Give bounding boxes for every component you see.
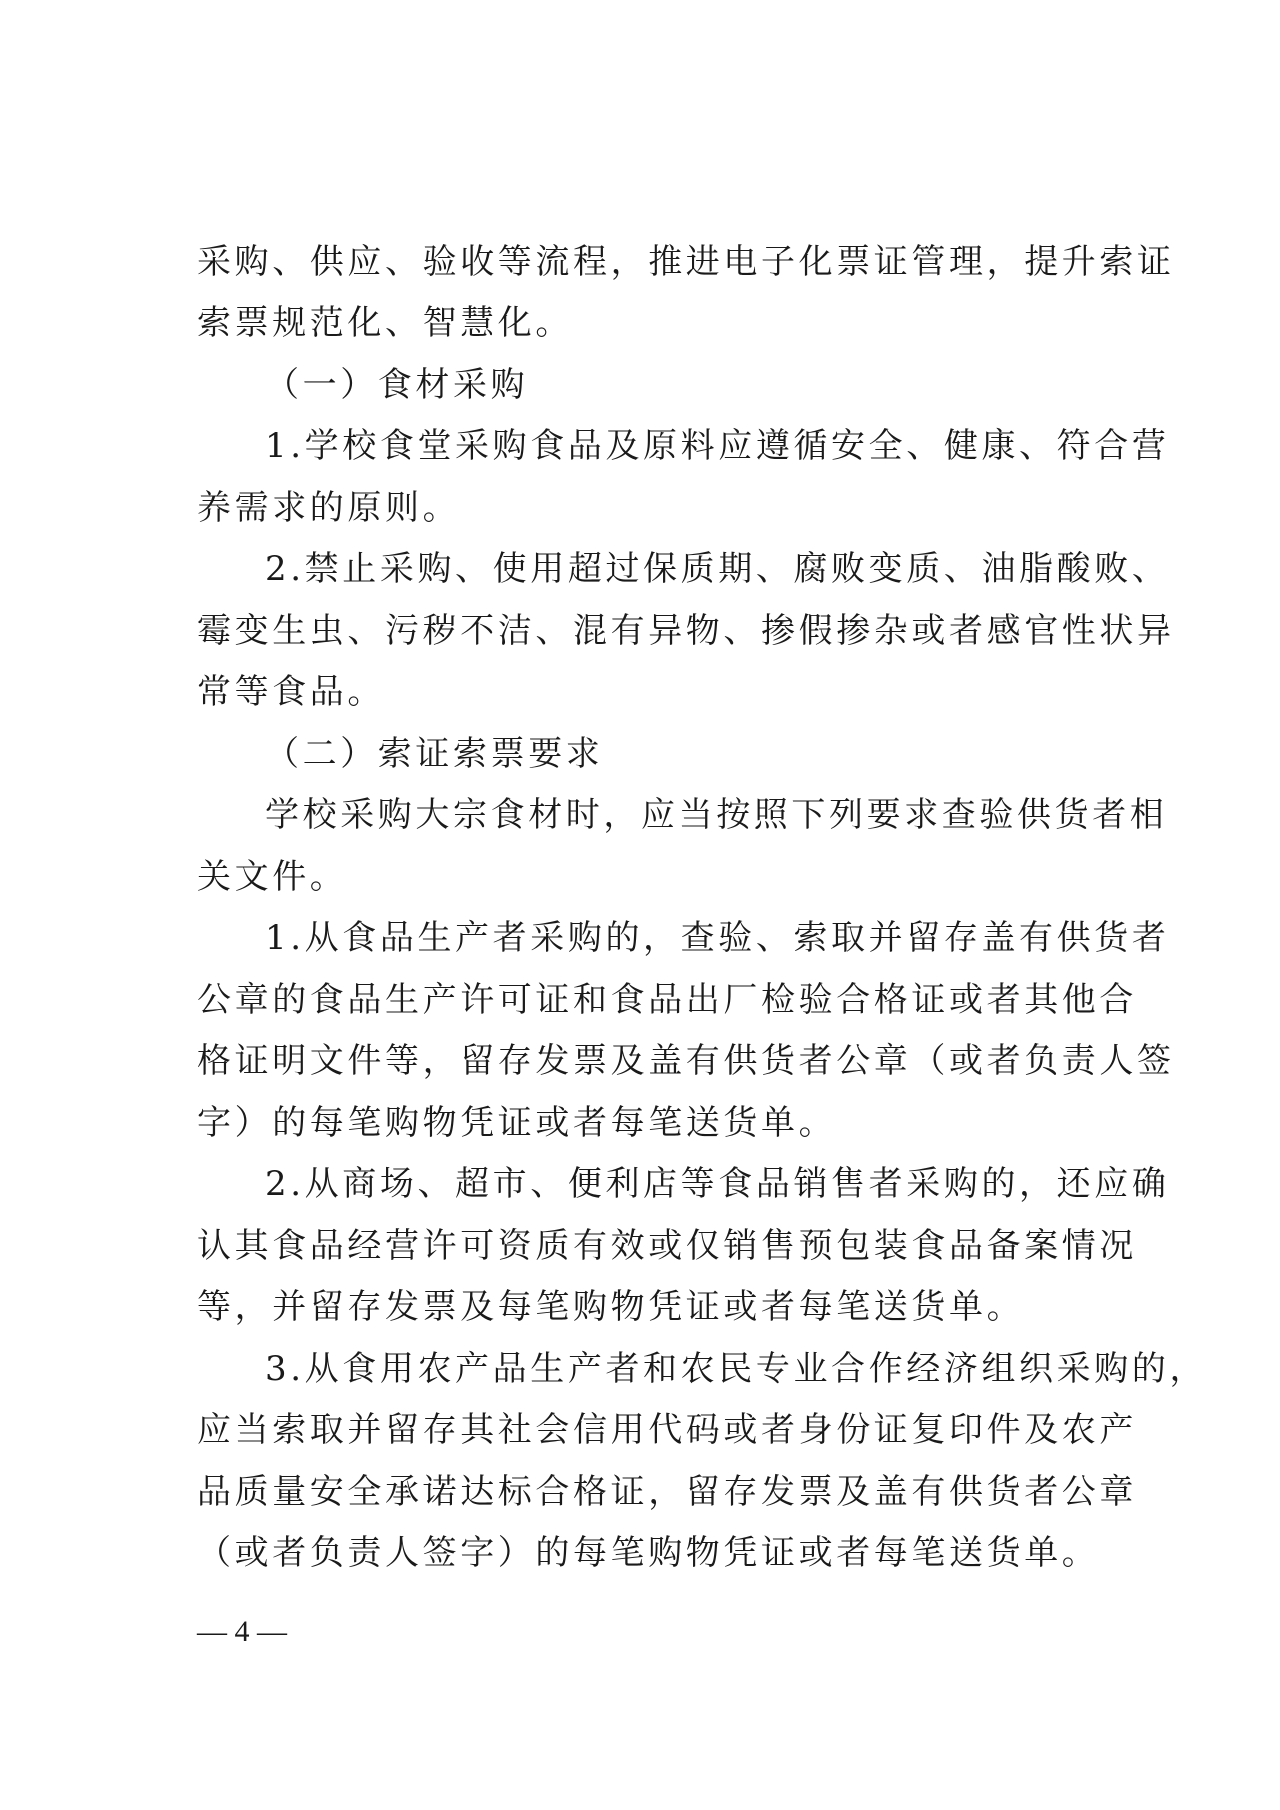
body-text-line: 格证明文件等，留存发票及盖有供货者公章（或者负责人签 — [197, 1041, 1175, 1081]
body-text-line: 字）的每笔购物凭证或者每笔送货单。 — [197, 1103, 837, 1143]
page-number: — 4 — — [197, 1615, 287, 1648]
body-text-line: 1.学校食堂采购食品及原料应遵循安全、健康、符合营 — [265, 426, 1170, 466]
body-text-line: 2.禁止采购、使用超过保质期、腐败变质、油脂酸败、 — [265, 549, 1170, 589]
body-text-line: 常等食品。 — [197, 672, 385, 712]
body-text-line: 认其食品经营许可资质有效或仅销售预包装食品备案情况 — [197, 1226, 1137, 1266]
section-heading-food-procurement: （一）食材采购 — [265, 365, 529, 405]
body-text-line: 1.从食品生产者采购的，查验、索取并留存盖有供货者 — [265, 918, 1170, 958]
body-text-line: 采购、供应、验收等流程，推进电子化票证管理，提升索证 — [197, 242, 1175, 282]
body-text-line: 品质量安全承诺达标合格证，留存发票及盖有供货者公章 — [197, 1472, 1137, 1512]
body-text-line: 2.从商场、超市、便利店等食品销售者采购的，还应确 — [265, 1164, 1170, 1204]
body-text-line: 学校采购大宗食材时，应当按照下列要求查验供货者相 — [265, 795, 1168, 835]
body-text-line: 公章的食品生产许可证和食品出厂检验合格证或者其他合 — [197, 980, 1137, 1020]
body-text-line: 等，并留存发票及每笔购物凭证或者每笔送货单。 — [197, 1287, 1025, 1327]
body-text-line: 索票规范化、智慧化。 — [197, 303, 573, 343]
body-text-line: 关文件。 — [197, 857, 348, 897]
section-heading-certificate-requirements: （二）索证索票要求 — [265, 734, 604, 774]
body-text-line: （或者负责人签字）的每笔购物凭证或者每笔送货单。 — [197, 1533, 1100, 1573]
body-text-line: 霉变生虫、污秽不洁、混有异物、掺假掺杂或者感官性状异 — [197, 611, 1175, 651]
body-text-line: 应当索取并留存其社会信用代码或者身份证复印件及农产 — [197, 1410, 1137, 1450]
body-text-line: 3.从食用农产品生产者和农民专业合作经济组织采购的， — [265, 1349, 1208, 1389]
body-text-line: 养需求的原则。 — [197, 488, 461, 528]
